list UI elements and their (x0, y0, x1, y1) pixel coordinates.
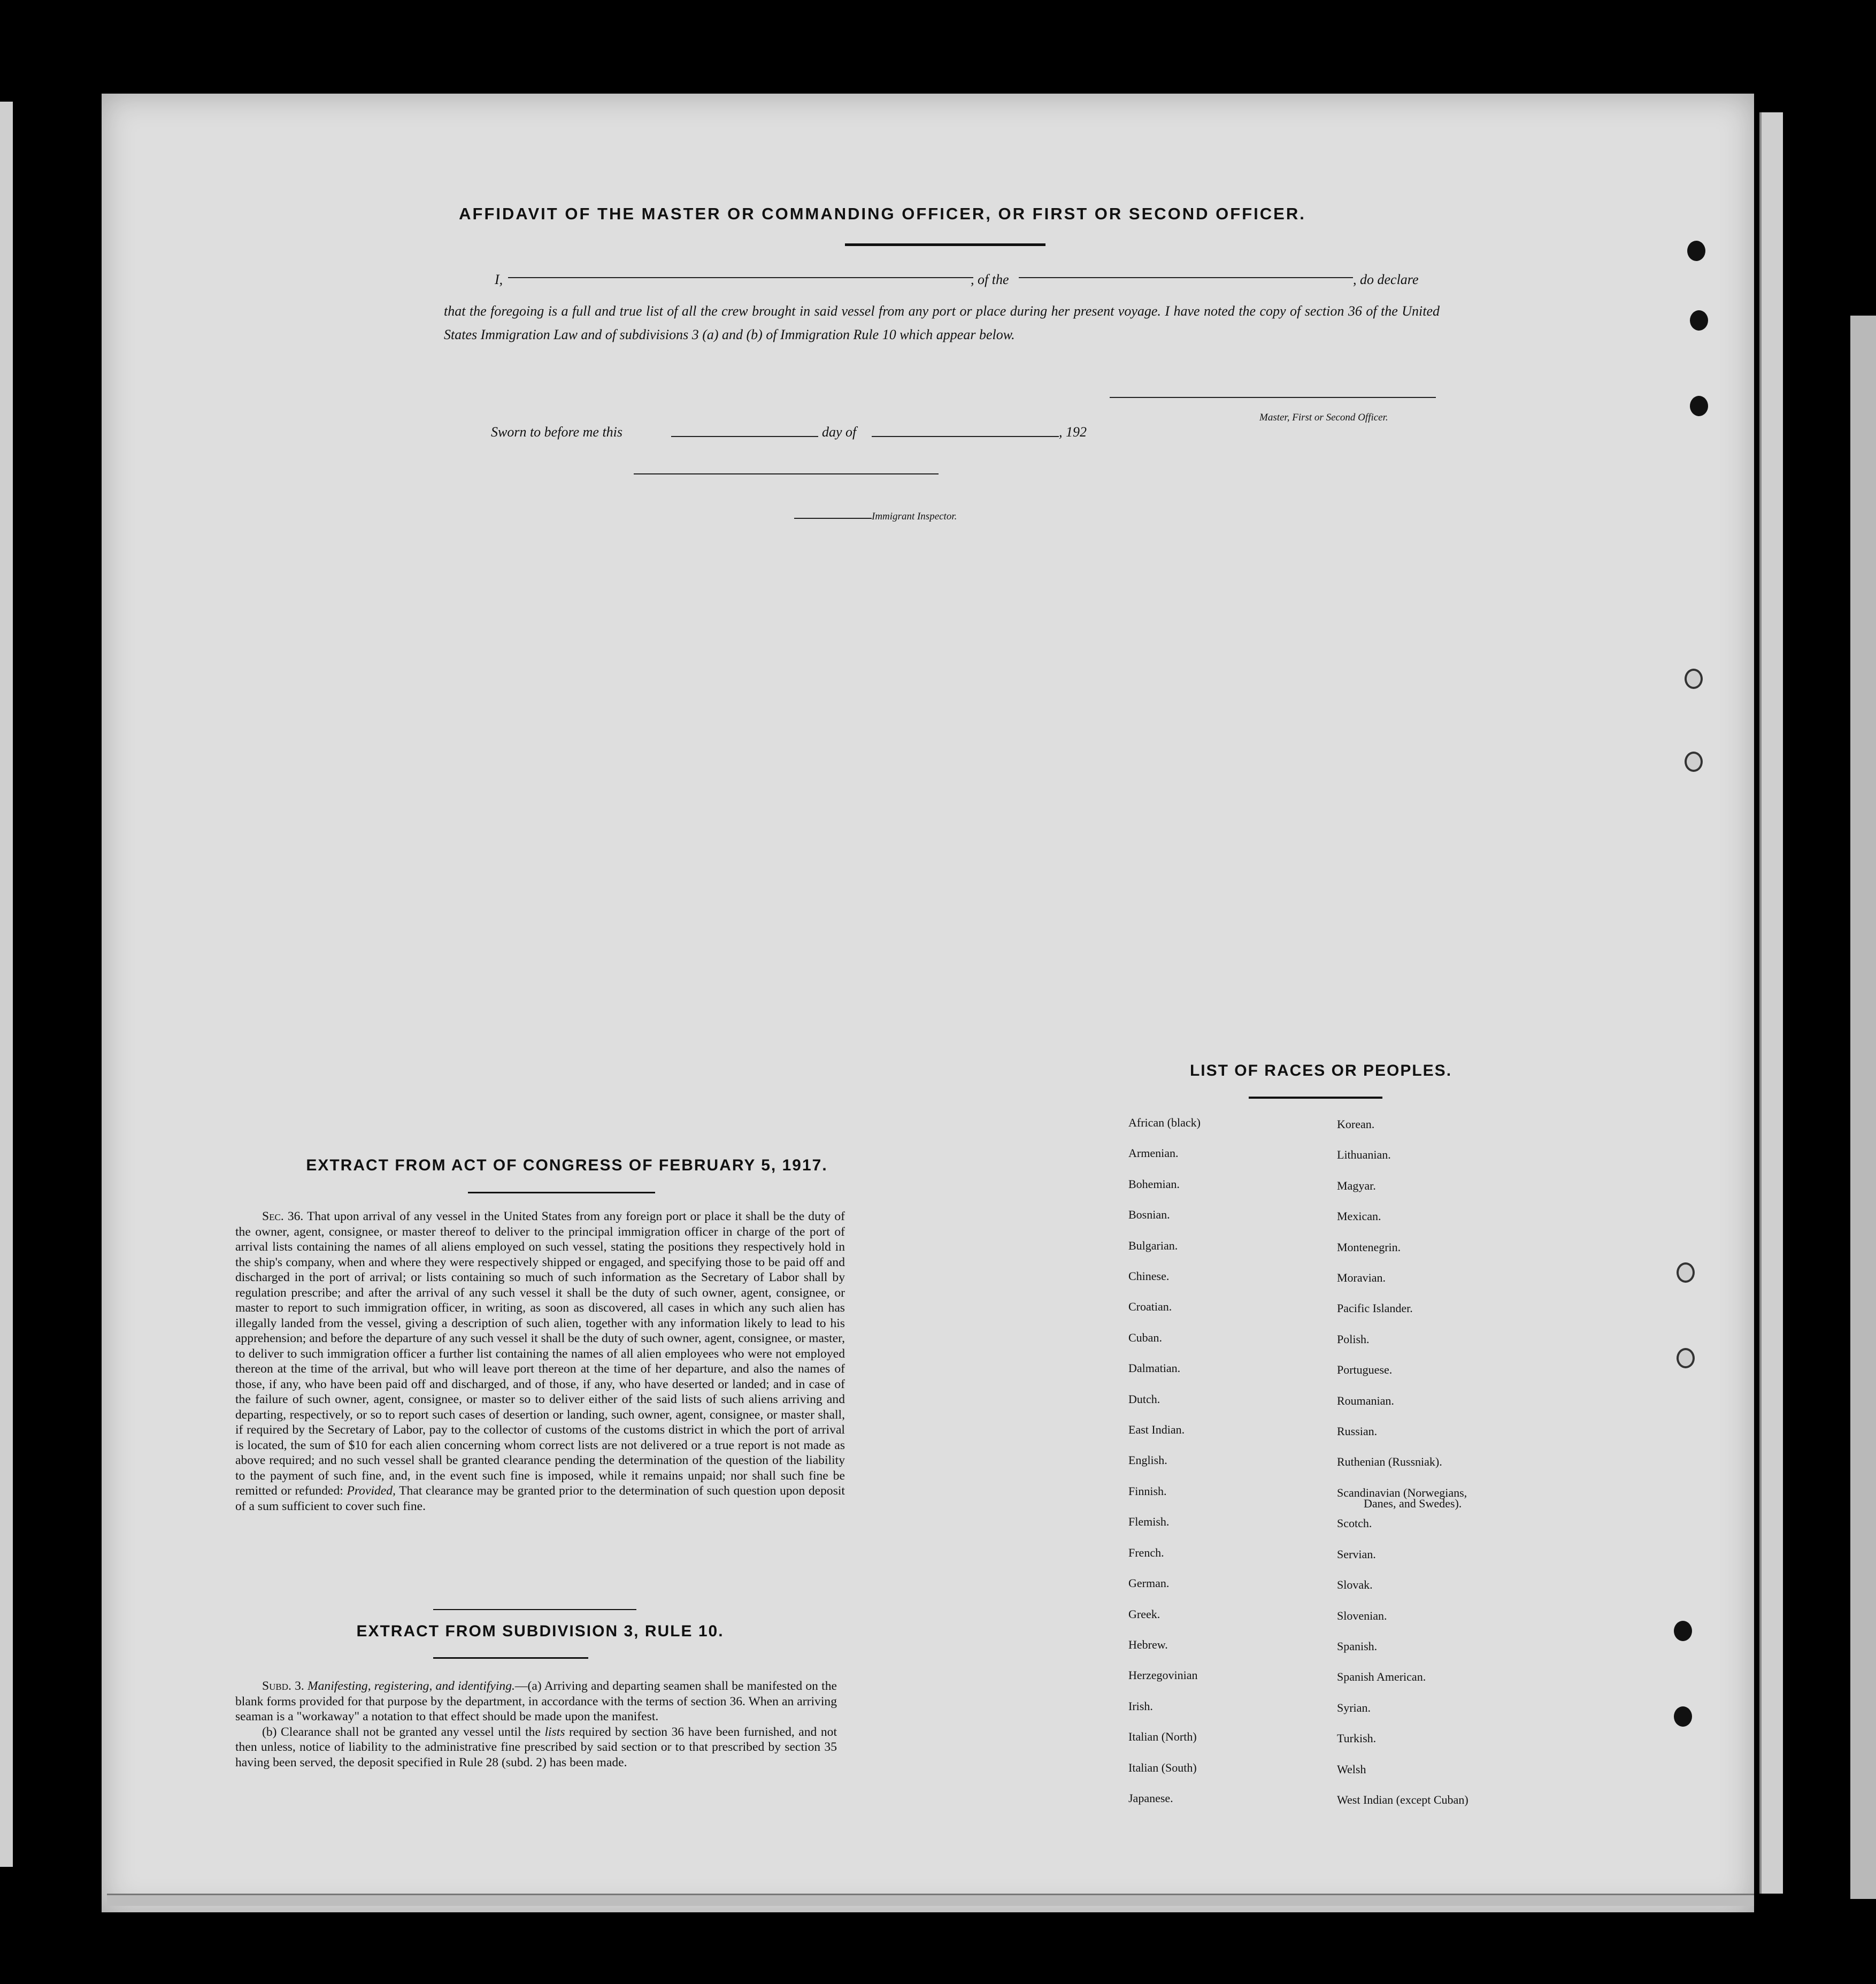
race-item: Herzegovinian (1128, 1668, 1198, 1682)
act-body: That upon arrival of any vessel in the United States from any foreign port or place it shall be the duty of the owner, agent, consignee, or master thereof to deliver to the principal immigration officer in charge of the port of arrival lists containing the names of all aliens employed on such vessel, stating the positions they respectively hold in the ship's company, when and where they were respectively shipped or engaged, and specifying those to be paid off and discharged in the port of arrival; or lists containing so much of such information as the Secretary of Labor shall by regulation prescribe; and after the arrival of any such vessel it shall be the duty of such owner, agent, consignee, or master to report to such immigration officer, in writing, as soon as discovered, all cases in which any such alien has illegally landed from the vessel, giving a description of such alien, together with any information likely to lead to his apprehension; and before the departure of any such vessel it shall be the duty of such owner, agent, consignee, or master, to deliver to such immigration officer a further list containing the names of all alien employees who were not employed thereon at the time of the arrival, but who will leave port thereon at the time of her departure, and also the names of those, if any, who have been paid off and discharged, and of those, if any, who have deserted or landed; and in case of the failure of such owner, agent, consignee, or master so to deliver either of the said lists of such aliens arriving and departing, respectively, or so to report such cases of desertion or landing, such owner, agent, consignee, or master shall, if required by the Secretary of Labor, pay to the collector of customs of the customs district in which the port of arrival is located, the sum of $10 for each alien concerning whom correct lists are not delivered or a true report is not made as above required; and no such vessel shall be granted clearance pending the determination of the question of the liability to the payment of such fine, and, in the event such fine is imposed, while it remains unpaid; nor shall such fine be remitted or refunded: (235, 1209, 845, 1498)
race-item: Bulgarian. (1128, 1238, 1178, 1252)
binder-hole-icon (1690, 310, 1708, 331)
race-item: Roumanian. (1337, 1393, 1394, 1407)
race-item: Bosnian. (1128, 1208, 1170, 1222)
races-left-column (1128, 1107, 1201, 1813)
act-section-36 (235, 1209, 845, 1514)
races-title: LIST OF RACES OR PEOPLES. (1189, 1062, 1452, 1079)
race-item: Italian (North) (1128, 1730, 1197, 1744)
para-b-label: (b) (262, 1725, 277, 1739)
name-blank (508, 277, 973, 278)
adjacent-page-right (1850, 316, 1876, 1899)
rule-subdivision-3 (235, 1679, 837, 1770)
races-right-column (1337, 1109, 1468, 1815)
page-bottom-fold (107, 1894, 1754, 1906)
race-item: Scandinavian (Norwegians, (1337, 1485, 1467, 1499)
race-item: Welsh (1337, 1762, 1366, 1776)
race-item: Armenian. (1128, 1146, 1179, 1160)
race-item: Mexican. (1337, 1209, 1381, 1223)
race-item: German. (1128, 1576, 1170, 1590)
race-item: East Indian. (1128, 1423, 1185, 1437)
para-a: Arriving and departing seamen shall be manifested on the blank forms provided for that purpose by the department, in accordance with the terms of section 36. When an arriving seaman is a "workaway" a notation to that effect should be made upon the manifest. (235, 1679, 837, 1723)
para-b-post: required by section 36 have been furnished, and not then unless, notice of liability to the administrative fine prescribed by said section or to that prescribed by section 35 having been served, the deposit specified in Rule 28 (subd. 2) has been made. (235, 1725, 837, 1769)
page-edge (1759, 112, 1783, 1894)
act-sec-label: Sec. 36. (262, 1209, 304, 1223)
races-scandinavian-continued: Danes, and Swedes). (1364, 1497, 1462, 1510)
race-item: Turkish. (1337, 1732, 1377, 1745)
race-item: Syrian. (1337, 1700, 1371, 1714)
race-item: Spanish American. (1337, 1670, 1426, 1684)
race-item: French. (1128, 1545, 1164, 1559)
affidavit-body: that the foregoing is a full and true list of all the crew brought in said vessel from any port or place during her present voyage. I have noted the copy of section 36 of the United States Immigration Law and of subdivisions 3 (a) and (b) of Immigration Rule 10 which appear below. (444, 303, 1440, 342)
race-item: Russian. (1337, 1424, 1378, 1438)
divider (433, 1657, 588, 1659)
race-item: Portuguese. (1337, 1363, 1393, 1377)
sworn-day-of: day of (822, 424, 857, 440)
race-item: Magyar. (1337, 1178, 1376, 1192)
race-item: Bohemian. (1128, 1177, 1180, 1191)
race-item: Spanish. (1337, 1639, 1378, 1653)
para-a-label: —(a) (514, 1679, 542, 1693)
race-item: Flemish. (1128, 1515, 1170, 1529)
race-item: Hebrew. (1128, 1637, 1168, 1651)
race-item: Korean. (1337, 1117, 1375, 1131)
race-item: Lithuanian. (1337, 1148, 1391, 1162)
divider (845, 243, 1045, 246)
binder-hole-icon (1690, 396, 1708, 416)
act-body-end: That clearance may be granted prior to the determination of such question upon deposit of a sum sufficient to cover such fine. (235, 1484, 845, 1513)
inspector-short-line (794, 518, 872, 519)
race-item: Dutch. (1128, 1392, 1160, 1406)
divider (468, 1192, 655, 1193)
rule-title: EXTRACT FROM SUBDIVISION 3, RULE 10. (356, 1622, 724, 1640)
sworn-day-blank (671, 436, 818, 437)
act-title: EXTRACT FROM ACT OF CONGRESS OF FEBRUARY 5, 1917. (306, 1156, 828, 1174)
race-item: Montenegrin. (1337, 1240, 1401, 1254)
binder-hole-icon (1687, 241, 1705, 261)
inspector-signature-line (634, 473, 939, 474)
signature-label: Master, First or Second Officer. (1259, 412, 1388, 423)
race-item: Scotch. (1337, 1516, 1372, 1530)
race-item: Polish. (1337, 1332, 1370, 1346)
affidavit-i: I, (495, 272, 503, 287)
binder-hole-icon (1685, 752, 1703, 772)
race-item: Japanese. (1128, 1791, 1173, 1805)
vessel-blank (1019, 277, 1353, 278)
race-item: Pacific Islander. (1337, 1301, 1413, 1315)
race-item: Croatian. (1128, 1300, 1172, 1314)
sworn-month-blank (872, 436, 1059, 437)
race-item: English. (1128, 1453, 1167, 1467)
para-b-pre: Clearance shall not be granted any vessel until the (281, 1725, 541, 1739)
binder-hole-icon (1685, 669, 1703, 689)
race-item: Slovenian. (1337, 1608, 1387, 1622)
divider (1249, 1097, 1382, 1099)
binder-hole-icon (1677, 1262, 1695, 1283)
race-item: Finnish. (1128, 1484, 1167, 1498)
act-provided: Provided, (347, 1484, 396, 1498)
race-item: Ruthenian (Russniak). (1337, 1455, 1442, 1469)
signature-line (1110, 397, 1436, 398)
race-item: Cuban. (1128, 1330, 1162, 1344)
race-item: Irish. (1128, 1699, 1153, 1713)
divider (433, 1609, 636, 1610)
sworn-year: , 192 (1059, 424, 1087, 440)
race-item: Greek. (1128, 1607, 1160, 1621)
inspector-label: Immigrant Inspector. (872, 511, 957, 522)
affidavit-do-declare: , do declare (1353, 272, 1419, 287)
race-item: Slovak. (1337, 1578, 1373, 1592)
affidavit-of-the: , of the (971, 272, 1009, 287)
binder-hole-icon (1677, 1348, 1695, 1368)
subd-heading: Manifesting, registering, and identifying. (307, 1679, 515, 1693)
para-b-lists: lists (544, 1725, 565, 1739)
binder-hole-icon (1674, 1621, 1692, 1641)
sworn-prefix: Sworn to before me this (491, 424, 623, 440)
race-item: Dalmatian. (1128, 1361, 1181, 1375)
race-item: Servian. (1337, 1547, 1376, 1561)
race-item: Chinese. (1128, 1269, 1170, 1283)
race-item: Moravian. (1337, 1271, 1386, 1285)
race-item: Italian (South) (1128, 1760, 1197, 1774)
binder-hole-icon (1674, 1706, 1692, 1727)
race-item: African (black) (1128, 1116, 1201, 1129)
subd-label: Subd. 3. (262, 1679, 304, 1693)
affidavit-title: AFFIDAVIT OF THE MASTER OR COMMANDING OFFICER, OR FIRST OR SECOND OFFICER. (459, 204, 1306, 223)
adjacent-page-left (0, 102, 13, 1867)
race-item: West Indian (except Cuban) (1337, 1793, 1468, 1806)
